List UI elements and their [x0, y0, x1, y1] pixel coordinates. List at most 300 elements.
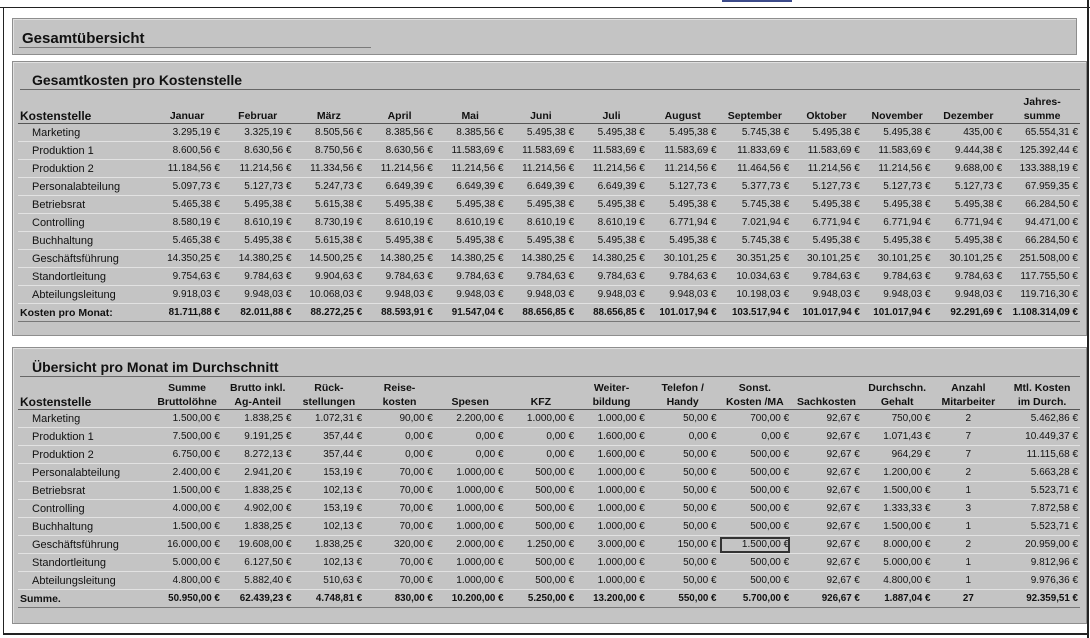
table-cell[interactable]: 9.948,03 € [933, 286, 1005, 304]
table-cell[interactable]: 8.610,19 € [222, 214, 294, 232]
column-header[interactable]: Dezember [933, 93, 1005, 124]
column-header[interactable]: April [364, 93, 435, 124]
table-cell[interactable]: 500,00 € [719, 572, 792, 590]
table-cell[interactable]: 1.500,00 € [152, 482, 222, 500]
table-cell[interactable]: 1.000,00 € [576, 554, 647, 572]
table-cell[interactable]: 1.838,25 € [222, 518, 294, 536]
table-cell[interactable]: 9.784,63 € [506, 268, 577, 286]
column-header[interactable]: Februar [222, 93, 294, 124]
total-cell[interactable]: 88.656,85 € [576, 304, 647, 322]
table-cell[interactable]: 9.784,63 € [576, 268, 647, 286]
table-cell[interactable]: 70,00 € [364, 518, 435, 536]
table-cell[interactable]: 3.295,19 € [152, 124, 222, 142]
table-cell[interactable]: 1.000,00 € [435, 518, 506, 536]
table-cell[interactable]: 11.214,56 € [791, 160, 862, 178]
row-label-cell[interactable]: Produktion 1 [18, 428, 152, 446]
table-cell[interactable]: 8.385,56 € [364, 124, 435, 142]
table-cell[interactable]: 6.649,39 € [435, 178, 506, 196]
table-cell[interactable]: 11.583,69 € [647, 142, 719, 160]
column-header[interactable]: Spesen [435, 379, 506, 410]
table-cell[interactable]: 5.495,38 € [791, 196, 862, 214]
table-cell[interactable]: 8.610,19 € [506, 214, 577, 232]
table-cell[interactable]: 5.495,38 € [933, 232, 1005, 250]
total-cell[interactable]: 101.017,94 € [791, 304, 862, 322]
table-cell[interactable]: 19.608,00 € [222, 536, 294, 554]
table-cell[interactable]: 9.688,00 € [933, 160, 1005, 178]
table-cell[interactable]: 90,00 € [364, 410, 435, 428]
column-header[interactable]: Anzahl Mitarbeiter [933, 379, 1005, 410]
table-cell[interactable]: 6.771,94 € [933, 214, 1005, 232]
table-cell[interactable]: 8.600,56 € [152, 142, 222, 160]
table-cell[interactable]: 102,13 € [294, 482, 365, 500]
total-cell[interactable]: 926,67 € [791, 590, 862, 608]
table-cell[interactable]: 0,00 € [364, 446, 435, 464]
row-label-cell[interactable]: Standortleitung [18, 554, 152, 572]
table-cell[interactable]: 92,67 € [791, 518, 862, 536]
table-cell[interactable]: 9.948,03 € [576, 286, 647, 304]
total-cell[interactable]: 82.011,88 € [222, 304, 294, 322]
table-cell[interactable]: 11.583,69 € [576, 142, 647, 160]
table-cell[interactable]: 50,00 € [647, 554, 719, 572]
table-cell[interactable]: 5.495,38 € [933, 196, 1005, 214]
table-cell[interactable]: 9.918,03 € [152, 286, 222, 304]
column-header[interactable]: Durchschn. Gehalt [862, 379, 933, 410]
table-cell[interactable]: 92,67 € [791, 536, 862, 554]
table-cell[interactable]: 11.583,69 € [791, 142, 862, 160]
column-header[interactable]: Mai [435, 93, 506, 124]
table-cell[interactable]: 1.500,00 € [862, 518, 933, 536]
table-cell[interactable]: 92,67 € [791, 572, 862, 590]
table-cell[interactable]: 5.377,73 € [719, 178, 792, 196]
table-cell[interactable]: 102,13 € [294, 518, 365, 536]
table-cell[interactable]: 8.385,56 € [435, 124, 506, 142]
table-cell[interactable]: 11.184,56 € [152, 160, 222, 178]
total-cell[interactable]: 62.439,23 € [222, 590, 294, 608]
table-cell[interactable]: 6.771,94 € [791, 214, 862, 232]
column-header[interactable]: Kostenstelle [18, 93, 152, 124]
table-cell[interactable]: 1.000,00 € [435, 554, 506, 572]
table-cell[interactable]: 2.000,00 € [435, 536, 506, 554]
table-cell[interactable]: 1.000,00 € [435, 500, 506, 518]
table-cell[interactable]: 5.745,38 € [719, 232, 792, 250]
table-cell[interactable]: 8.610,19 € [364, 214, 435, 232]
table-cell[interactable]: 65.554,31 € [1004, 124, 1080, 142]
table-cell[interactable]: 8.000,00 € [862, 536, 933, 554]
table-cell[interactable]: 500,00 € [719, 554, 792, 572]
table-cell[interactable]: 9.812,96 € [1004, 554, 1080, 572]
table-cell[interactable]: 5.127,73 € [791, 178, 862, 196]
row-label-cell[interactable]: Geschäftsführung [18, 536, 152, 554]
column-header[interactable]: Jahres- summe [1004, 93, 1080, 124]
table-cell[interactable]: 92,67 € [791, 410, 862, 428]
column-header[interactable]: Sachkosten [791, 379, 862, 410]
table-cell[interactable]: 30.101,25 € [647, 250, 719, 268]
row-label-cell[interactable]: Buchhaltung [18, 518, 152, 536]
column-header[interactable]: Mtl. Kosten im Durch. [1004, 379, 1080, 410]
table-cell[interactable]: 5.495,38 € [647, 232, 719, 250]
total-cell[interactable]: 830,00 € [364, 590, 435, 608]
table-cell[interactable]: 11.214,56 € [506, 160, 577, 178]
table-cell[interactable]: 5.495,38 € [435, 232, 506, 250]
table-cell[interactable]: 3.000,00 € [576, 536, 647, 554]
table-cell[interactable]: 5.495,38 € [506, 196, 577, 214]
table-cell[interactable]: 1.600,00 € [576, 446, 647, 464]
table-cell[interactable]: 5.127,73 € [647, 178, 719, 196]
table-cell[interactable]: 0,00 € [435, 446, 506, 464]
table-cell[interactable]: 4.902,00 € [222, 500, 294, 518]
table-cell[interactable]: 435,00 € [933, 124, 1005, 142]
table-cell[interactable]: 9.948,03 € [647, 286, 719, 304]
table-cell[interactable]: 9.784,63 € [647, 268, 719, 286]
table-cell[interactable]: 5.495,38 € [647, 196, 719, 214]
table-cell[interactable]: 9.784,63 € [862, 268, 933, 286]
total-cell[interactable]: 27 [933, 590, 1005, 608]
total-cell[interactable]: 92.359,51 € [1004, 590, 1080, 608]
table-cell[interactable]: 11.833,69 € [719, 142, 792, 160]
table-cell[interactable]: 6.649,39 € [506, 178, 577, 196]
table-cell[interactable]: 9.754,63 € [152, 268, 222, 286]
table-cell[interactable]: 5.247,73 € [294, 178, 365, 196]
table-cell[interactable]: 5.495,38 € [862, 196, 933, 214]
table-cell[interactable]: 10.034,63 € [719, 268, 792, 286]
table-cell[interactable]: 4.800,00 € [152, 572, 222, 590]
table-cell[interactable]: 1.838,25 € [222, 410, 294, 428]
table-cell[interactable]: 9.948,03 € [862, 286, 933, 304]
column-header[interactable]: August [647, 93, 719, 124]
table-cell[interactable]: 133.388,19 € [1004, 160, 1080, 178]
table-cell[interactable]: 9.784,63 € [364, 268, 435, 286]
table-cell[interactable]: 500,00 € [506, 464, 577, 482]
table-cell[interactable]: 11.214,56 € [576, 160, 647, 178]
column-header[interactable]: Weiter- bildung [576, 379, 647, 410]
table-cell[interactable]: 5.462,86 € [1004, 410, 1080, 428]
total-cell[interactable]: 50.950,00 € [152, 590, 222, 608]
table-cell[interactable]: 1 [933, 572, 1005, 590]
total-cell[interactable]: 92.291,69 € [933, 304, 1005, 322]
table-cell[interactable]: 500,00 € [506, 554, 577, 572]
table-cell[interactable]: 70,00 € [364, 464, 435, 482]
table-cell[interactable]: 9.948,03 € [506, 286, 577, 304]
total-label-cell[interactable]: Summe. [18, 590, 152, 608]
table-cell[interactable]: 357,44 € [294, 446, 365, 464]
table-cell[interactable]: 150,00 € [647, 536, 719, 554]
table-cell[interactable]: 50,00 € [647, 518, 719, 536]
table-cell[interactable]: 30.101,25 € [933, 250, 1005, 268]
table-cell[interactable]: 11.583,69 € [435, 142, 506, 160]
table-cell[interactable]: 0,00 € [719, 428, 792, 446]
table-cell[interactable]: 0,00 € [506, 446, 577, 464]
table-cell[interactable]: 8.630,56 € [222, 142, 294, 160]
table-cell[interactable]: 8.610,19 € [435, 214, 506, 232]
total-cell[interactable]: 550,00 € [647, 590, 719, 608]
table-cell[interactable]: 14.350,25 € [152, 250, 222, 268]
table-cell[interactable]: 1.200,00 € [862, 464, 933, 482]
table-cell[interactable]: 70,00 € [364, 482, 435, 500]
table-cell[interactable]: 9.976,36 € [1004, 572, 1080, 590]
table-cell[interactable]: 11.214,56 € [435, 160, 506, 178]
table-cell[interactable]: 5.615,38 € [294, 232, 365, 250]
table-cell[interactable]: 92,67 € [791, 446, 862, 464]
table-cell[interactable]: 9.784,63 € [791, 268, 862, 286]
table-cell[interactable]: 14.380,25 € [364, 250, 435, 268]
table-cell[interactable]: 5.000,00 € [152, 554, 222, 572]
column-header[interactable]: Kostenstelle [18, 379, 152, 410]
table-cell[interactable]: 8.610,19 € [576, 214, 647, 232]
table-cell[interactable]: 1 [933, 482, 1005, 500]
total-cell[interactable]: 5.250,00 € [506, 590, 577, 608]
table-cell[interactable]: 5.495,38 € [576, 124, 647, 142]
table-cell[interactable]: 500,00 € [506, 572, 577, 590]
table-cell[interactable]: 8.750,56 € [294, 142, 365, 160]
table-cell[interactable]: 1 [933, 554, 1005, 572]
table-cell[interactable]: 964,29 € [862, 446, 933, 464]
column-header[interactable]: März [294, 93, 365, 124]
table-cell[interactable]: 9.904,63 € [294, 268, 365, 286]
table-cell[interactable]: 119.716,30 € [1004, 286, 1080, 304]
table-cell[interactable]: 2 [933, 536, 1005, 554]
table-cell[interactable]: 500,00 € [506, 500, 577, 518]
table-cell[interactable]: 3 [933, 500, 1005, 518]
table-cell[interactable]: 5.495,38 € [647, 124, 719, 142]
table-cell[interactable]: 1.333,33 € [862, 500, 933, 518]
table-cell[interactable]: 8.630,56 € [364, 142, 435, 160]
row-label-cell[interactable]: Marketing [18, 410, 152, 428]
table-cell[interactable]: 6.771,94 € [647, 214, 719, 232]
table-cell[interactable]: 7.500,00 € [152, 428, 222, 446]
table-cell[interactable]: 30.351,25 € [719, 250, 792, 268]
table-cell[interactable]: 9.948,03 € [435, 286, 506, 304]
table-cell[interactable]: 0,00 € [364, 428, 435, 446]
table-cell[interactable]: 5.465,38 € [152, 196, 222, 214]
table-cell[interactable]: 11.334,56 € [294, 160, 365, 178]
table-cell[interactable]: 20.959,00 € [1004, 536, 1080, 554]
table-cell[interactable]: 11.214,56 € [862, 160, 933, 178]
table-cell[interactable]: 5.495,38 € [364, 196, 435, 214]
table-cell[interactable]: 5.495,38 € [506, 124, 577, 142]
table-cell[interactable]: 50,00 € [647, 482, 719, 500]
row-label-cell[interactable]: Produktion 2 [18, 446, 152, 464]
table-cell[interactable]: 7.021,94 € [719, 214, 792, 232]
table-cell[interactable]: 1.000,00 € [576, 482, 647, 500]
table-cell[interactable]: 1.000,00 € [576, 410, 647, 428]
table-cell[interactable]: 11.214,56 € [647, 160, 719, 178]
table-cell[interactable]: 66.284,50 € [1004, 196, 1080, 214]
column-header[interactable]: Telefon / Handy [647, 379, 719, 410]
table-cell[interactable]: 0,00 € [435, 428, 506, 446]
table-cell[interactable]: 2 [933, 410, 1005, 428]
table-cell[interactable]: 1.500,00 € [719, 536, 792, 554]
column-header[interactable]: Brutto inkl. Ag-Anteil [222, 379, 294, 410]
table-cell[interactable]: 5.495,38 € [222, 196, 294, 214]
table-cell[interactable]: 510,63 € [294, 572, 365, 590]
table-cell[interactable]: 1.000,00 € [435, 464, 506, 482]
table-cell[interactable]: 1.500,00 € [152, 518, 222, 536]
table-cell[interactable]: 500,00 € [506, 482, 577, 500]
table-cell[interactable]: 14.380,25 € [222, 250, 294, 268]
table-cell[interactable]: 11.583,69 € [506, 142, 577, 160]
column-header[interactable]: Summe Bruttolöhne [152, 379, 222, 410]
table-cell[interactable]: 320,00 € [364, 536, 435, 554]
column-header[interactable]: Oktober [791, 93, 862, 124]
table-cell[interactable]: 153,19 € [294, 464, 365, 482]
total-cell[interactable]: 5.700,00 € [719, 590, 792, 608]
total-cell[interactable]: 88.593,91 € [364, 304, 435, 322]
table-cell[interactable]: 1 [933, 518, 1005, 536]
table-cell[interactable]: 500,00 € [719, 518, 792, 536]
table-cell[interactable]: 750,00 € [862, 410, 933, 428]
table-cell[interactable]: 9.191,25 € [222, 428, 294, 446]
table-cell[interactable]: 70,00 € [364, 554, 435, 572]
column-header[interactable]: November [862, 93, 933, 124]
table-cell[interactable]: 5.523,71 € [1004, 482, 1080, 500]
table-cell[interactable]: 14.380,25 € [435, 250, 506, 268]
table-cell[interactable]: 1.000,00 € [435, 572, 506, 590]
table-cell[interactable]: 1.250,00 € [506, 536, 577, 554]
table-cell[interactable]: 5.495,38 € [506, 232, 577, 250]
column-header[interactable]: September [719, 93, 792, 124]
table-cell[interactable]: 11.214,56 € [222, 160, 294, 178]
table-cell[interactable]: 2.200,00 € [435, 410, 506, 428]
column-header[interactable]: Rück- stellungen [294, 379, 365, 410]
row-label-cell[interactable]: Geschäftsführung [18, 250, 152, 268]
table-cell[interactable]: 5.495,38 € [791, 124, 862, 142]
total-cell[interactable]: 1.887,04 € [862, 590, 933, 608]
column-header[interactable]: KFZ [506, 379, 577, 410]
table-cell[interactable]: 9.948,03 € [364, 286, 435, 304]
row-label-cell[interactable]: Abteilungsleitung [18, 572, 152, 590]
table-cell[interactable]: 153,19 € [294, 500, 365, 518]
row-label-cell[interactable]: Produktion 2 [18, 160, 152, 178]
table-cell[interactable]: 1.000,00 € [576, 572, 647, 590]
table-cell[interactable]: 9.784,63 € [222, 268, 294, 286]
total-cell[interactable]: 91.547,04 € [435, 304, 506, 322]
row-label-cell[interactable]: Controlling [18, 500, 152, 518]
table-cell[interactable]: 1.600,00 € [576, 428, 647, 446]
table-cell[interactable]: 5.495,38 € [435, 196, 506, 214]
table-cell[interactable]: 92,67 € [791, 482, 862, 500]
table-cell[interactable]: 5.882,40 € [222, 572, 294, 590]
table-cell[interactable]: 5.495,38 € [862, 232, 933, 250]
table-cell[interactable]: 3.325,19 € [222, 124, 294, 142]
table-cell[interactable]: 30.101,25 € [791, 250, 862, 268]
table-cell[interactable]: 1.000,00 € [435, 482, 506, 500]
total-cell[interactable]: 103.517,94 € [719, 304, 792, 322]
table-cell[interactable]: 9.948,03 € [791, 286, 862, 304]
table-cell[interactable]: 50,00 € [647, 572, 719, 590]
table-cell[interactable]: 10.449,37 € [1004, 428, 1080, 446]
total-cell[interactable]: 13.200,00 € [576, 590, 647, 608]
table-cell[interactable]: 1.071,43 € [862, 428, 933, 446]
total-cell[interactable]: 88.272,25 € [294, 304, 365, 322]
table-cell[interactable]: 357,44 € [294, 428, 365, 446]
row-label-cell[interactable]: Abteilungsleitung [18, 286, 152, 304]
table-cell[interactable]: 1.000,00 € [506, 410, 577, 428]
table-cell[interactable]: 5.663,28 € [1004, 464, 1080, 482]
table-cell[interactable]: 70,00 € [364, 500, 435, 518]
table-cell[interactable]: 1.000,00 € [576, 500, 647, 518]
table-cell[interactable]: 14.380,25 € [576, 250, 647, 268]
table-cell[interactable]: 5.495,38 € [791, 232, 862, 250]
table-cell[interactable]: 92,67 € [791, 464, 862, 482]
table-cell[interactable]: 6.649,39 € [364, 178, 435, 196]
table-cell[interactable]: 8.505,56 € [294, 124, 365, 142]
table-cell[interactable]: 50,00 € [647, 500, 719, 518]
table-cell[interactable]: 1.500,00 € [152, 410, 222, 428]
table-cell[interactable]: 1.838,25 € [294, 536, 365, 554]
table-cell[interactable]: 500,00 € [719, 446, 792, 464]
table-cell[interactable]: 5.000,00 € [862, 554, 933, 572]
table-cell[interactable]: 6.127,50 € [222, 554, 294, 572]
table-cell[interactable]: 102,13 € [294, 554, 365, 572]
table-cell[interactable]: 1.000,00 € [576, 518, 647, 536]
table-cell[interactable]: 7 [933, 446, 1005, 464]
table-cell[interactable]: 500,00 € [719, 482, 792, 500]
table-cell[interactable]: 4.800,00 € [862, 572, 933, 590]
table-cell[interactable]: 1.838,25 € [222, 482, 294, 500]
table-cell[interactable]: 50,00 € [647, 410, 719, 428]
table-cell[interactable]: 117.755,50 € [1004, 268, 1080, 286]
table-cell[interactable]: 66.284,50 € [1004, 232, 1080, 250]
table-cell[interactable]: 70,00 € [364, 572, 435, 590]
table-cell[interactable]: 92,67 € [791, 428, 862, 446]
table-cell[interactable]: 500,00 € [719, 500, 792, 518]
table-cell[interactable]: 8.580,19 € [152, 214, 222, 232]
table-cell[interactable]: 6.750,00 € [152, 446, 222, 464]
total-cell[interactable]: 81.711,88 € [152, 304, 222, 322]
table-cell[interactable]: 50,00 € [647, 446, 719, 464]
table-cell[interactable]: 16.000,00 € [152, 536, 222, 554]
table-cell[interactable]: 14.500,25 € [294, 250, 365, 268]
table-cell[interactable]: 1.072,31 € [294, 410, 365, 428]
table-cell[interactable]: 5.097,73 € [152, 178, 222, 196]
table-cell[interactable]: 7.872,58 € [1004, 500, 1080, 518]
table-cell[interactable]: 67.959,35 € [1004, 178, 1080, 196]
table-cell[interactable]: 7 [933, 428, 1005, 446]
table-cell[interactable]: 1.000,00 € [576, 464, 647, 482]
table-cell[interactable]: 5.495,38 € [222, 232, 294, 250]
table-cell[interactable]: 8.730,19 € [294, 214, 365, 232]
total-cell[interactable]: 10.200,00 € [435, 590, 506, 608]
table-cell[interactable]: 5.127,73 € [862, 178, 933, 196]
table-cell[interactable]: 10.068,03 € [294, 286, 365, 304]
column-header[interactable]: Juni [506, 93, 577, 124]
table-cell[interactable]: 6.771,94 € [862, 214, 933, 232]
row-label-cell[interactable]: Betriebsrat [18, 196, 152, 214]
table-cell[interactable]: 11.214,56 € [364, 160, 435, 178]
total-cell[interactable]: 101.017,94 € [647, 304, 719, 322]
table-cell[interactable]: 92,67 € [791, 554, 862, 572]
table-cell[interactable]: 11.115,68 € [1004, 446, 1080, 464]
table-cell[interactable]: 1.500,00 € [862, 482, 933, 500]
column-header[interactable]: Januar [152, 93, 222, 124]
table-cell[interactable]: 14.380,25 € [506, 250, 577, 268]
table-cell[interactable]: 5.745,38 € [719, 124, 792, 142]
table-cell[interactable]: 2.941,20 € [222, 464, 294, 482]
table-cell[interactable]: 5.465,38 € [152, 232, 222, 250]
table-cell[interactable]: 500,00 € [506, 518, 577, 536]
table-cell[interactable]: 500,00 € [719, 464, 792, 482]
total-cell[interactable]: 4.748,81 € [294, 590, 365, 608]
total-label-cell[interactable]: Kosten pro Monat: [18, 304, 152, 322]
total-cell[interactable]: 1.108.314,09 € [1004, 304, 1080, 322]
row-label-cell[interactable]: Controlling [18, 214, 152, 232]
table-cell[interactable]: 5.745,38 € [719, 196, 792, 214]
table-cell[interactable]: 11.583,69 € [862, 142, 933, 160]
table-cell[interactable]: 5.615,38 € [294, 196, 365, 214]
table-cell[interactable]: 92,67 € [791, 500, 862, 518]
table-cell[interactable]: 0,00 € [647, 428, 719, 446]
table-cell[interactable]: 9.444,38 € [933, 142, 1005, 160]
